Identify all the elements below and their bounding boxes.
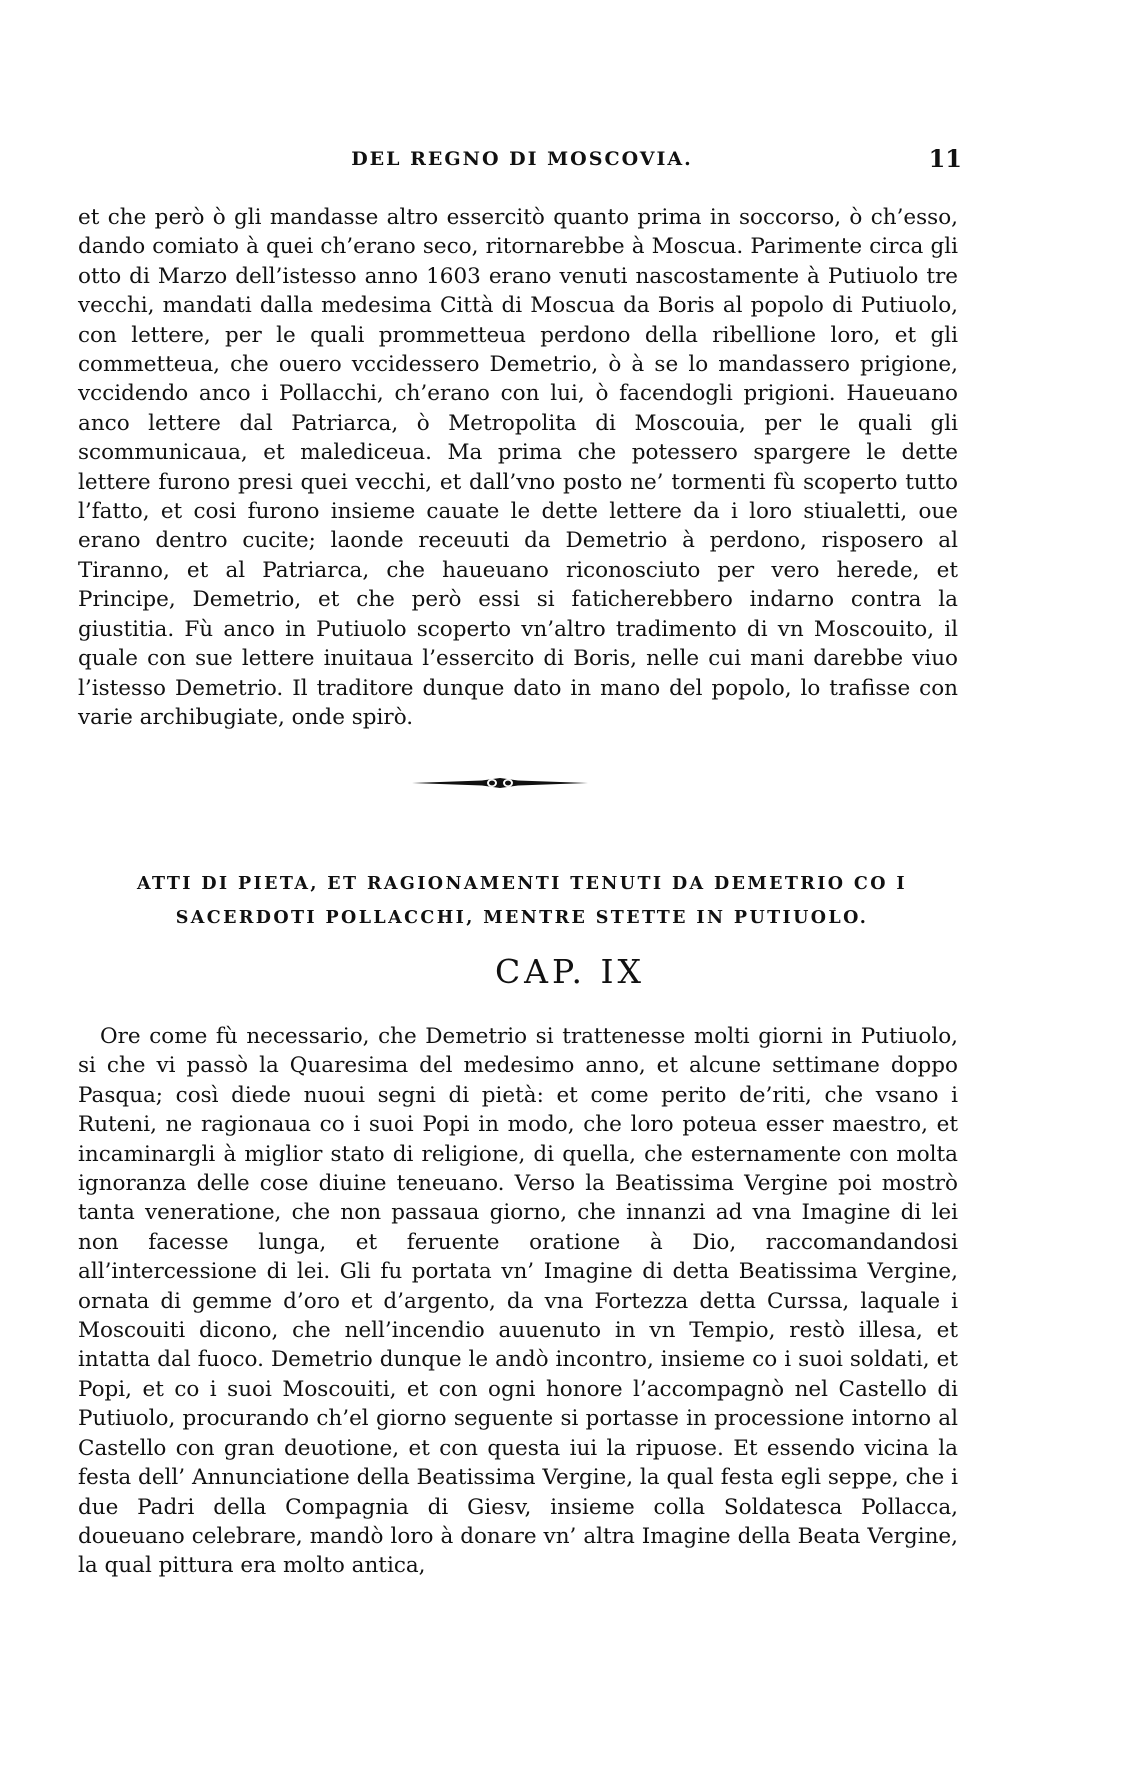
- running-head: [82, 144, 962, 178]
- chapter-heading: ATTI DI PIETA, ET RAGIONAMENTI TENUTI DA DEMETRIO CO I SACERDOTI POLLACCHI, MENTRE STETTE IN PUTIUOLO.: [137, 874, 907, 928]
- paragraph: et che però ò gli mandasse altro essercitò quanto prima in soccorso, ò ch’esso, dando comiato à quei ch’erano seco, ritornarebbe à Moscua. Parimente circa gli otto di Marzo dell’istesso anno 1603 erano venuti nascostamente à Putiuolo tre vecchi, mandati dalla medesima Città di Moscua da Boris al popolo di Putiuolo, con lettere, per le quali prommetteua perdono della ribellione loro, et gli commetteua, che ouero vccidessero Demetrio, ò à se lo mandassero prigione, vccidendo anco i Pollacchi, ch’erano con lui, ò facendogli prigioni. Haueuano anco lettere dal Patriarca, ò Metropolita di Moscouia, per le quali gli scommunicaua, et malediceua. Ma prima che potessero spargere le dette lettere furono presi quei vecchi, et dall’vno posto ne’ tormenti fù scoperto tutto l’fatto, et cosi furono insieme cauate le dette lettere da i loro stiualetti, oue erano dentro cucite; laonde receuuti da Demetrio à perdono, risposero al Tiranno, et al Patriarca, che haueuano riconosciuto per vero herede, et Principe, Demetrio, et che però essi si faticherebbero indarno contra la giustitia. Fù anco in Putiuolo scoperto vn’altro tradimento di vn Moscouito, il quale con sue lettere inuitaua l’essercito di Boris, nelle cui mani darebbe viuo l’istesso Demetrio. Il traditore dunque dato in mano del popolo, lo trafisse con varie archibugiate, onde spirò.: [78, 205, 958, 730]
- running-head-title: DEL REGNO DI MOSCOVIA.: [351, 148, 693, 170]
- page-number: 11: [928, 144, 962, 173]
- text-block-continuation: [78, 203, 958, 732]
- chapter-number: CAP. IX: [494, 952, 646, 991]
- text-block-chapter: [78, 1022, 958, 1581]
- ornament-divider: [412, 776, 588, 790]
- paragraph: Ore come fù necessario, che Demetrio si trattenesse molti giorni in Putiuolo, si che vi passò la Quaresima del medesimo anno, et alcune settimane doppo Pasqua; così diede nuoui segni di pietà: et come perito de’riti, che vsano i Ruteni, ne ragionaua co i suoi Popi in modo, che loro poteua esser maestro, et incaminargli à miglior stato di religione, di quella, che esternamente con molta ignoranza delle cose diuine teneuano. Verso la Beatissima Vergine poi mostrò tanta veneratione, che non passaua giorno, che innanzi ad vna Imagine di lei non facesse lunga, et feruente oratione à Dio, raccomandandosi all’intercessione di lei. Gli fu portata vn’ Imagine di detta Beatissima Vergine, ornata di gemme d’oro et d’argento, da vna Fortezza detta Curssa, laquale i Moscouiti dicono, che nell’incendio auuenuto in vn Tempio, restò illesa, et intatta dal fuoco. Demetrio dunque le andò incontro, insieme co i suoi soldati, et Popi, et co i suoi Moscouiti, et con ogni honore l’accompagnò nel Castello di Putiuolo, procurando ch’el giorno seguente si portasse in processione intorno al Castello con gran deuotione, et con questa iui la ripuose. Et essendo vicina la festa dell’ Annunciatione della Beatissima Vergine, la qual festa egli seppe, che i due Padri della Compagnia di Giesv, insieme colla Soldatesca Pollacca, doueuano celebrare, mandò loro à donare vn’ altra Imagine della Beata Vergine, la qual pittura era molto antica,: [78, 1024, 958, 1579]
